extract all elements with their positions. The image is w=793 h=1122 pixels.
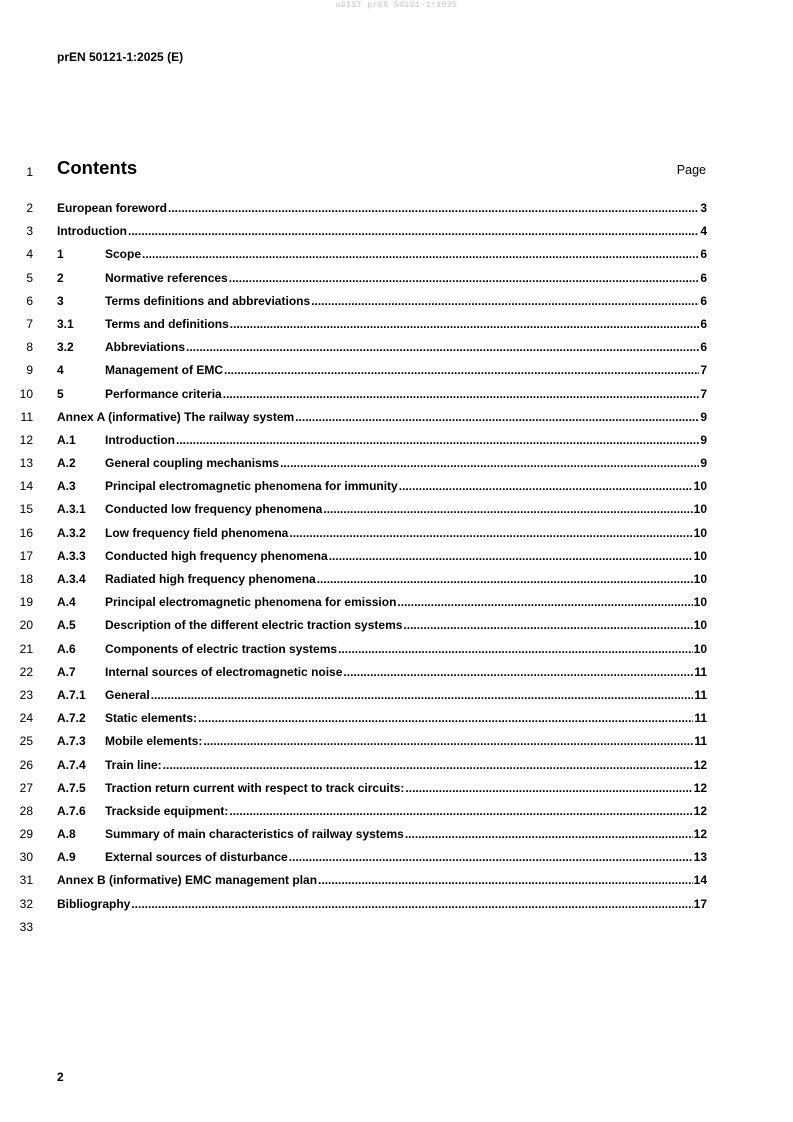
line-number: 22 bbox=[19, 664, 33, 679]
toc-row bbox=[0, 290, 793, 313]
line-number: 7 bbox=[26, 316, 33, 331]
toc-row bbox=[0, 452, 793, 475]
toc-row bbox=[0, 823, 793, 846]
line-number: 17 bbox=[19, 548, 33, 563]
toc-page-number: 12 bbox=[693, 757, 707, 772]
dot-leader bbox=[142, 243, 699, 266]
line-number: 5 bbox=[26, 270, 33, 285]
line-number: 23 bbox=[19, 687, 33, 702]
line-number: 9 bbox=[26, 363, 33, 378]
page-column-label: Page bbox=[676, 163, 706, 177]
toc-entry-title: Internal sources of electromagnetic noise bbox=[105, 664, 343, 679]
line-number: 31 bbox=[19, 873, 33, 888]
toc-row bbox=[0, 568, 793, 591]
toc-page-number: 10 bbox=[693, 525, 707, 540]
line-number: 11 bbox=[20, 409, 33, 424]
toc-entry-title: Principal electromagnetic phenomena for emission bbox=[105, 595, 397, 610]
line-number: 20 bbox=[19, 618, 33, 633]
toc-entry-title: Conducted low frequency phenomena bbox=[105, 502, 323, 517]
toc-section-number: A.7.6 bbox=[57, 803, 86, 818]
toc-row bbox=[0, 267, 793, 290]
dot-leader bbox=[403, 614, 692, 637]
toc-entry-title: Static elements: bbox=[105, 711, 198, 726]
line-number: 16 bbox=[19, 525, 33, 540]
toc-row bbox=[0, 220, 793, 243]
blank-line bbox=[0, 916, 793, 939]
toc-page-number: 3 bbox=[700, 201, 707, 215]
line-number: 30 bbox=[19, 850, 33, 865]
toc-entry-link[interactable] bbox=[57, 220, 707, 243]
toc-page-number: 6 bbox=[700, 293, 707, 308]
dot-leader bbox=[168, 197, 699, 220]
toc-entry-link[interactable] bbox=[57, 823, 707, 846]
toc-entry-link[interactable] bbox=[57, 452, 707, 475]
toc-entry-title: Summary of main characteristics of railway systems bbox=[105, 827, 404, 842]
toc-entry-title: Terms and definitions bbox=[105, 316, 229, 331]
toc-section-number: A.7.1 bbox=[57, 687, 86, 702]
toc-page-number: 17 bbox=[693, 896, 707, 911]
toc-entry-link[interactable] bbox=[57, 661, 707, 684]
toc-section-number: A.5 bbox=[57, 618, 76, 633]
line-number: 21 bbox=[19, 641, 33, 656]
toc-row bbox=[0, 406, 793, 429]
toc-page-number: 10 bbox=[693, 572, 707, 586]
toc-row bbox=[0, 893, 793, 916]
toc-page-number: 9 bbox=[700, 432, 707, 447]
line-number: 8 bbox=[26, 340, 33, 355]
toc-page-number: 14 bbox=[693, 873, 707, 888]
toc-entry-link[interactable] bbox=[57, 313, 707, 336]
dot-leader bbox=[163, 754, 693, 777]
toc-page-number: 11 bbox=[694, 711, 707, 726]
toc-entry-title: Traction return current with respect to track circuits: bbox=[105, 780, 405, 795]
dot-leader bbox=[399, 475, 693, 498]
dot-leader bbox=[128, 220, 699, 243]
dot-leader bbox=[405, 777, 692, 800]
toc-entry-title: Radiated high frequency phenomena bbox=[105, 572, 316, 586]
toc-row bbox=[0, 545, 793, 568]
toc-page-number: 7 bbox=[700, 363, 707, 378]
toc-entry-link[interactable] bbox=[57, 568, 707, 591]
toc-section-number: 3 bbox=[57, 293, 64, 308]
toc-entry-link[interactable] bbox=[57, 383, 707, 406]
line-number: 29 bbox=[19, 827, 33, 842]
toc-row bbox=[0, 777, 793, 800]
table-of-contents bbox=[0, 197, 793, 939]
toc-entry-title: Conducted high frequency phenomena bbox=[105, 548, 328, 563]
toc-entry-title: Bibliography bbox=[57, 896, 131, 911]
toc-entry-title: Introduction bbox=[105, 432, 175, 447]
toc-page-number: 10 bbox=[693, 502, 707, 517]
toc-entry-link[interactable] bbox=[57, 545, 707, 568]
dot-leader bbox=[318, 869, 693, 892]
dot-leader bbox=[338, 638, 693, 661]
toc-entry-title: Annex A (informative) The railway system bbox=[57, 409, 295, 424]
toc-row bbox=[0, 429, 793, 452]
toc-entry-link[interactable] bbox=[57, 800, 707, 823]
line-number: 15 bbox=[19, 502, 33, 517]
toc-row bbox=[0, 869, 793, 892]
document-id: prEN 50121-1:2025 (E) bbox=[57, 50, 184, 64]
toc-section-number: A.2 bbox=[57, 456, 76, 471]
toc-row bbox=[0, 383, 793, 406]
toc-page-number: 11 bbox=[694, 687, 707, 702]
toc-entry-title: Scope bbox=[105, 247, 142, 262]
line-number: 13 bbox=[19, 456, 33, 471]
toc-page-number: 9 bbox=[700, 456, 707, 471]
toc-entry-title: External sources of disturbance bbox=[105, 850, 288, 865]
line-number: 25 bbox=[19, 734, 33, 749]
toc-entry-link[interactable] bbox=[57, 591, 707, 614]
toc-entry-link[interactable] bbox=[57, 336, 707, 359]
toc-entry-link[interactable] bbox=[57, 267, 707, 290]
toc-page-number: 7 bbox=[700, 386, 707, 401]
dot-leader bbox=[317, 568, 693, 591]
line-number: 6 bbox=[26, 293, 33, 308]
dot-leader bbox=[198, 707, 693, 730]
toc-page-number: 11 bbox=[694, 664, 707, 679]
dot-leader bbox=[405, 823, 693, 846]
toc-page-number: 10 bbox=[693, 548, 707, 563]
toc-entry-link[interactable] bbox=[57, 638, 707, 661]
toc-row bbox=[0, 522, 793, 545]
toc-entry-title: Annex B (informative) EMC management plan bbox=[57, 873, 318, 888]
toc-section-number: A.3.1 bbox=[57, 502, 86, 517]
toc-entry-link[interactable] bbox=[57, 684, 707, 707]
toc-entry-title: Mobile elements: bbox=[105, 734, 203, 749]
dot-leader bbox=[343, 661, 693, 684]
line-number: 32 bbox=[19, 896, 33, 911]
toc-row bbox=[0, 730, 793, 753]
toc-page-number: 11 bbox=[694, 734, 707, 749]
toc-entry-link[interactable] bbox=[57, 730, 707, 753]
toc-row bbox=[0, 313, 793, 336]
dot-leader bbox=[280, 452, 699, 475]
dot-leader bbox=[131, 893, 692, 916]
toc-row bbox=[0, 498, 793, 521]
dot-leader bbox=[311, 290, 699, 313]
dot-leader bbox=[295, 406, 699, 429]
toc-section-number: A.8 bbox=[57, 827, 76, 842]
toc-row bbox=[0, 336, 793, 359]
toc-entry-title: Abbreviations bbox=[105, 340, 186, 355]
dot-leader bbox=[397, 591, 692, 614]
dot-leader bbox=[289, 846, 693, 869]
toc-entry-title: Train line: bbox=[105, 757, 162, 772]
toc-page-number: 10 bbox=[693, 641, 707, 656]
toc-page-number: 10 bbox=[693, 595, 707, 610]
toc-section-number: A.7.4 bbox=[57, 757, 86, 772]
toc-entry-link[interactable] bbox=[57, 614, 707, 637]
dot-leader bbox=[151, 684, 694, 707]
toc-page-number: 6 bbox=[700, 340, 707, 355]
toc-section-number: A.1 bbox=[57, 432, 76, 447]
dot-leader bbox=[224, 359, 699, 382]
toc-entry-title: Principal electromagnetic phenomena for immunity bbox=[105, 479, 398, 494]
line-number: 27 bbox=[19, 780, 33, 795]
toc-page-number: 10 bbox=[693, 618, 707, 633]
toc-page-number: 10 bbox=[693, 479, 707, 494]
dot-leader bbox=[176, 429, 699, 452]
toc-page-number: 12 bbox=[693, 780, 707, 795]
toc-page-number: 13 bbox=[693, 850, 707, 865]
dot-leader bbox=[229, 267, 700, 290]
toc-entry-title: Terms definitions and abbreviations bbox=[105, 293, 311, 308]
toc-section-number: A.3 bbox=[57, 479, 76, 494]
toc-row bbox=[0, 800, 793, 823]
toc-section-number: A.9 bbox=[57, 850, 76, 865]
toc-page-number: 12 bbox=[693, 827, 707, 842]
toc-entry-title: Management of EMC bbox=[105, 363, 224, 378]
toc-row bbox=[0, 707, 793, 730]
toc-row bbox=[0, 243, 793, 266]
line-number: 14 bbox=[19, 479, 33, 494]
toc-entry-link[interactable] bbox=[57, 754, 707, 777]
line-number: 1 bbox=[26, 165, 33, 179]
toc-entry-title: European foreword bbox=[57, 201, 168, 215]
toc-row bbox=[0, 638, 793, 661]
toc-page-number: 4 bbox=[700, 224, 707, 239]
toc-section-number: 5 bbox=[57, 386, 64, 401]
toc-section-number: A.3.3 bbox=[57, 548, 86, 563]
dot-leader bbox=[203, 730, 693, 753]
toc-entry-link[interactable] bbox=[57, 475, 707, 498]
toc-row bbox=[0, 475, 793, 498]
toc-entry-link[interactable] bbox=[57, 406, 707, 429]
toc-row bbox=[0, 684, 793, 707]
contents-heading-row bbox=[0, 157, 793, 183]
toc-entry-title: Introduction bbox=[57, 224, 127, 239]
toc-entry-title: Normative references bbox=[105, 270, 228, 285]
toc-entry-link[interactable] bbox=[57, 707, 707, 730]
toc-section-number: 3.1 bbox=[57, 316, 74, 331]
toc-section-number: A.7 bbox=[57, 664, 76, 679]
toc-page-number: 6 bbox=[700, 247, 707, 262]
toc-entry-title: Performance criteria bbox=[105, 386, 222, 401]
toc-row bbox=[0, 359, 793, 382]
toc-section-number: A.4 bbox=[57, 595, 76, 610]
contents-title: Contents bbox=[57, 157, 138, 178]
dot-leader bbox=[230, 313, 700, 336]
dot-leader bbox=[323, 498, 692, 521]
toc-page-number: 9 bbox=[700, 409, 707, 424]
watermark: oSIST prEN 50121-1:2025 bbox=[335, 1, 458, 10]
toc-section-number: 3.2 bbox=[57, 340, 74, 355]
toc-page-number: 6 bbox=[700, 270, 707, 285]
toc-entry-link[interactable] bbox=[57, 498, 707, 521]
toc-entry-link[interactable] bbox=[57, 359, 707, 382]
toc-entry-link[interactable] bbox=[57, 197, 707, 220]
toc-entry-link[interactable] bbox=[57, 243, 707, 266]
toc-page-number: 12 bbox=[693, 803, 707, 818]
dot-leader bbox=[186, 336, 699, 359]
toc-row bbox=[0, 754, 793, 777]
toc-entry-title: General coupling mechanisms bbox=[105, 456, 280, 471]
toc-entry-link[interactable] bbox=[57, 869, 707, 892]
toc-entry-link[interactable] bbox=[57, 522, 707, 545]
dot-leader bbox=[229, 800, 692, 823]
toc-row bbox=[0, 614, 793, 637]
toc-section-number: 1 bbox=[57, 247, 64, 262]
toc-section-number: A.7.5 bbox=[57, 780, 86, 795]
page-number: 2 bbox=[57, 1070, 64, 1084]
toc-section-number: A.6 bbox=[57, 641, 76, 656]
line-number: 28 bbox=[19, 803, 33, 818]
line-number: 10 bbox=[19, 386, 33, 401]
line-number: 12 bbox=[19, 432, 33, 447]
toc-entry-title: Components of electric traction systems bbox=[105, 641, 338, 656]
toc-entry-title: Description of the different electric traction systems bbox=[105, 618, 403, 633]
toc-entry-link[interactable] bbox=[57, 777, 707, 800]
line-number: 26 bbox=[19, 757, 33, 772]
toc-row bbox=[0, 197, 793, 220]
toc-entry-title: Low frequency field phenomena bbox=[105, 525, 289, 540]
toc-entry-title: General bbox=[105, 687, 150, 702]
toc-row bbox=[0, 591, 793, 614]
toc-entry-title: Trackside equipment: bbox=[105, 803, 229, 818]
toc-entry-link[interactable] bbox=[57, 893, 707, 916]
line-number: 19 bbox=[19, 595, 33, 610]
toc-section-number: A.3.4 bbox=[57, 572, 86, 586]
toc-section-number: A.7.2 bbox=[57, 711, 86, 726]
toc-entry-link[interactable] bbox=[57, 290, 707, 313]
toc-entry-link[interactable] bbox=[57, 846, 707, 869]
dot-leader bbox=[329, 545, 693, 568]
toc-section-number: 4 bbox=[57, 363, 64, 378]
toc-section-number: 2 bbox=[57, 270, 64, 285]
toc-section-number: A.3.2 bbox=[57, 525, 86, 540]
line-number: 24 bbox=[19, 711, 33, 726]
toc-row bbox=[0, 661, 793, 684]
toc-section-number: A.7.3 bbox=[57, 734, 86, 749]
line-number: 4 bbox=[26, 247, 33, 262]
toc-entry-link[interactable] bbox=[57, 429, 707, 452]
line-number: 33 bbox=[19, 919, 33, 934]
dot-leader bbox=[289, 522, 692, 545]
line-number: 2 bbox=[26, 201, 33, 215]
line-number: 18 bbox=[19, 572, 33, 586]
dot-leader bbox=[223, 383, 700, 406]
toc-page-number: 6 bbox=[700, 316, 707, 331]
toc-row bbox=[0, 846, 793, 869]
line-number: 3 bbox=[26, 224, 33, 239]
